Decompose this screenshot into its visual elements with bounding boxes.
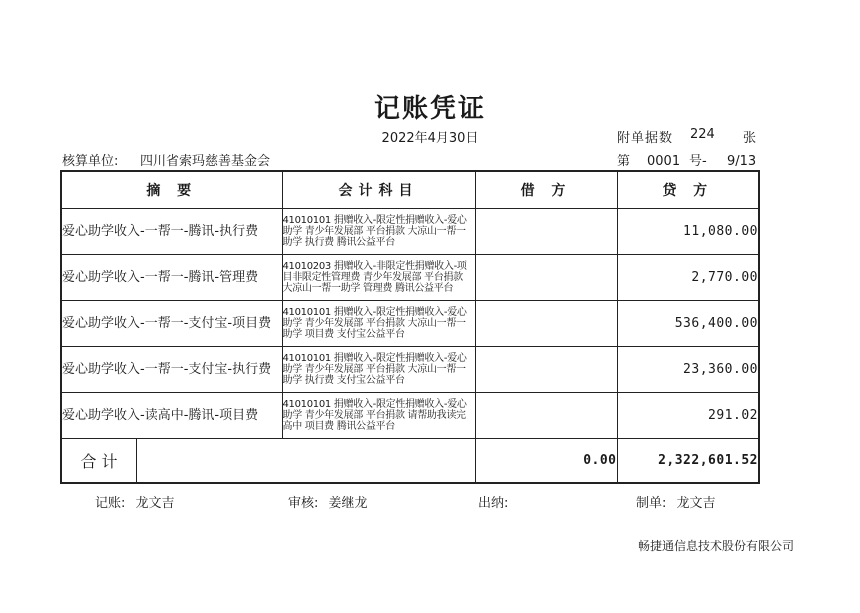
- reviewer: [288, 492, 368, 511]
- table-row: [61, 209, 759, 255]
- row-credit: 536,400.00: [617, 301, 759, 347]
- unit-name: 四川省索玛慈善基金会: [140, 154, 271, 169]
- row-summary: 爱心助学收入-一帮一-支付宝-执行费: [61, 347, 282, 393]
- table-row: [61, 301, 759, 347]
- software-company: 畅捷通信息技术股份有限公司: [637, 539, 794, 553]
- col-summary-header: 摘 要: [61, 171, 282, 209]
- preparer: [636, 492, 716, 511]
- row-debit: [475, 347, 617, 393]
- voucher-date: 2022年4月30日: [381, 131, 479, 146]
- bookkeeper-label: 记账:: [95, 496, 126, 511]
- preparer-label: 制单:: [636, 496, 667, 511]
- row-summary: 爱心助学收入-读高中-腾讯-项目费: [61, 393, 282, 439]
- table-header: [61, 171, 759, 209]
- row-summary: 爱心助学收入-一帮一-腾讯-管理费: [61, 255, 282, 301]
- table-row: [61, 255, 759, 301]
- total-blank: [137, 439, 475, 482]
- total-label-cell: [61, 439, 475, 484]
- row-account: 41010101 捐赠收入-限定性捐赠收入-爱心助学 青少年发展部 平台捐款 大凉山一帮一助学 项目费 支付宝公益平台: [282, 301, 475, 347]
- row-summary: 爱心助学收入-一帮一-支付宝-项目费: [61, 301, 282, 347]
- row-summary: 爱心助学收入-一帮一-腾讯-执行费: [61, 209, 282, 255]
- voucher-suffix: 号-: [689, 154, 707, 169]
- row-credit: 23,360.00: [617, 347, 759, 393]
- reviewer-name: 姜继龙: [328, 496, 368, 511]
- voucher-title: 记账凭证: [373, 94, 486, 124]
- total-credit: 2,322,601.52: [617, 439, 759, 484]
- total-row: [61, 439, 759, 484]
- col-credit-header: 贷 方: [617, 171, 759, 209]
- preparer-name: 龙文吉: [676, 496, 716, 511]
- voucher-prefix: 第: [617, 154, 631, 169]
- row-credit: 11,080.00: [617, 209, 759, 255]
- col-debit-header: 借 方: [475, 171, 617, 209]
- bookkeeper-name: 龙文吉: [135, 496, 175, 511]
- row-debit: [475, 255, 617, 301]
- reviewer-label: 审核:: [288, 496, 319, 511]
- total-debit: 0.00: [475, 439, 617, 484]
- row-credit: 2,770.00: [617, 255, 759, 301]
- row-account: 41010101 捐赠收入-限定性捐赠收入-爱心助学 青少年发展部 平台捐款 请帮助我读完高中 项目费 腾讯公益平台: [282, 393, 475, 439]
- row-debit: [475, 209, 617, 255]
- total-label: 合 计: [62, 439, 137, 482]
- row-debit: [475, 301, 617, 347]
- row-account: 41010101 捐赠收入-限定性捐赠收入-爱心助学 青少年发展部 平台捐款 大凉山一帮一助学 执行费 支付宝公益平台: [282, 347, 475, 393]
- row-account: 41010203 捐赠收入-非限定性捐赠收入-项目非限定性管理费 青少年发展部 平台捐款 大凉山一帮一助学 管理费 腾讯公益平台: [282, 255, 475, 301]
- bookkeeper: [95, 492, 175, 511]
- table-row: [61, 393, 759, 439]
- row-account: 41010101 捐赠收入-限定性捐赠收入-爱心助学 青少年发展部 平台捐款 大凉山一帮一助学 执行费 腾讯公益平台: [282, 209, 475, 255]
- cashier: [478, 492, 514, 511]
- col-account-header: 会计科目: [282, 171, 475, 209]
- row-debit: [475, 393, 617, 439]
- attachments-label: 附单据数: [617, 131, 674, 146]
- voucher-page: 9/13: [727, 154, 757, 169]
- row-credit: 291.02: [617, 393, 759, 439]
- voucher-table: [60, 170, 760, 484]
- attachments-unit: 张: [743, 131, 757, 146]
- attachments-count: 224: [690, 127, 715, 142]
- unit-label: 核算单位:: [62, 154, 119, 169]
- cashier-label: 出纳:: [478, 496, 509, 511]
- table-row: [61, 347, 759, 393]
- voucher-number: [617, 150, 756, 169]
- voucher-no: 0001: [647, 154, 681, 169]
